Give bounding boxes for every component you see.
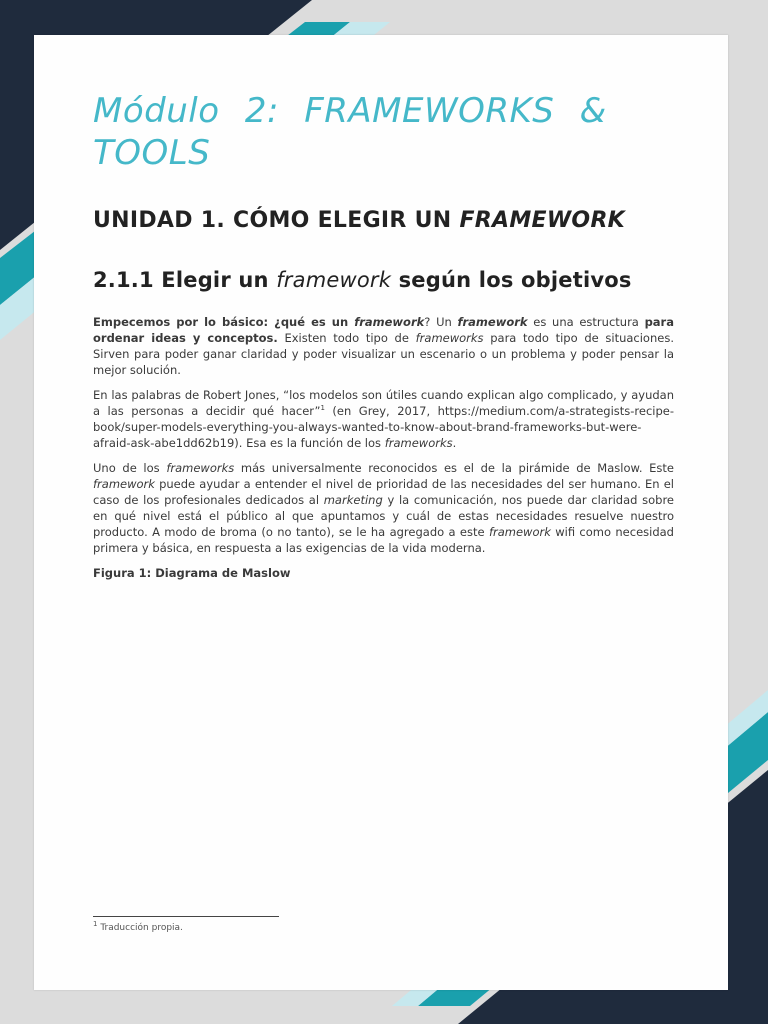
- footnote: [93, 920, 183, 933]
- p1-bold-2: para ordenar ideas y conceptos.: [93, 315, 674, 345]
- paragraph-maslow: [93, 460, 674, 556]
- footnote-mark: 1: [93, 920, 98, 928]
- p3-italic-3: marketing: [323, 493, 383, 507]
- document-page: [34, 35, 728, 990]
- p1-bold-1: Empecemos por lo básico: ¿qué es un: [93, 315, 355, 329]
- footnote-divider: [93, 916, 279, 917]
- p1-bold-italic-2: framework: [457, 315, 528, 329]
- p1-text-1: ? Un: [424, 315, 458, 329]
- section-title-emphasis: framework: [276, 268, 392, 292]
- footnote-ref[interactable]: 1: [320, 404, 325, 413]
- p1-text-2: es una estructura: [527, 315, 645, 329]
- section-title: [93, 266, 674, 294]
- paragraph-intro: [93, 314, 674, 378]
- p3-italic-4: framework: [488, 525, 551, 539]
- section-title-suffix: según los objetivos: [391, 268, 632, 292]
- module-title: Módulo 2: FRAMEWORKS & TOOLS: [93, 91, 607, 173]
- p2-text-3: .: [452, 436, 457, 450]
- p3-text-4: y la comunicación, nos puede dar claridad sobre en qué nivel está el público al que apuntamos y cuál de estas necesidades resuelve nuestro producto. A modo de broma (o no tanto), se le ha agregado a este: [93, 493, 674, 539]
- unit-title-prefix: UNIDAD 1. CÓMO ELEGIR UN: [93, 208, 460, 233]
- p2-text-2: (en Grey, 2017, https://medium.com/a-strategists-recipe-book/super-models-everything-you-always-wanted-to-know-about-brand-frameworks-but-were-afraid-ask-abe1dd62b19). Esa es la función de los: [93, 404, 674, 450]
- figure-caption: Figura 1: Diagrama de Maslow: [93, 566, 291, 580]
- p1-italic-1: frameworks: [415, 331, 484, 345]
- p3-text-5: wifi como necesidad primera y básica, en respuesta a las exigencias de la vida moderna.: [93, 525, 674, 555]
- page-content: [93, 90, 674, 581]
- footnote-text: Traducción propia.: [97, 923, 183, 933]
- unit-title: [93, 206, 674, 236]
- paragraph-quote: [93, 387, 674, 451]
- p2-text-1: En las palabras de Robert Jones, “los modelos son útiles cuando explican algo complicado, y ayudan a las personas a decidir qué hacer”: [93, 388, 674, 418]
- p3-text-2: más universalmente reconocidos es el de la pirámide de Maslow. Este: [234, 461, 674, 475]
- p3-italic-2: framework: [93, 477, 155, 491]
- p3-italic-1: frameworks: [166, 461, 235, 475]
- p1-bold-italic-1: framework: [354, 315, 425, 329]
- p1-text-3: Existen todo tipo de: [277, 331, 416, 345]
- p3-text-3: puede ayudar a entender el nivel de prioridad de las necesidades del ser humano. En el caso de los profesionales dedicados al: [93, 477, 674, 507]
- unit-title-emphasis: FRAMEWORK: [459, 208, 626, 233]
- p1-text-4: para todo tipo de situaciones. Sirven para poder ganar claridad y poder visualizar un escenario o un problema y poder pensar la mejor solución.: [93, 331, 674, 377]
- section-title-prefix: 2.1.1 Elegir un: [93, 268, 277, 292]
- p3-text-1: Uno de los: [93, 461, 167, 475]
- p2-italic-1: frameworks: [384, 436, 453, 450]
